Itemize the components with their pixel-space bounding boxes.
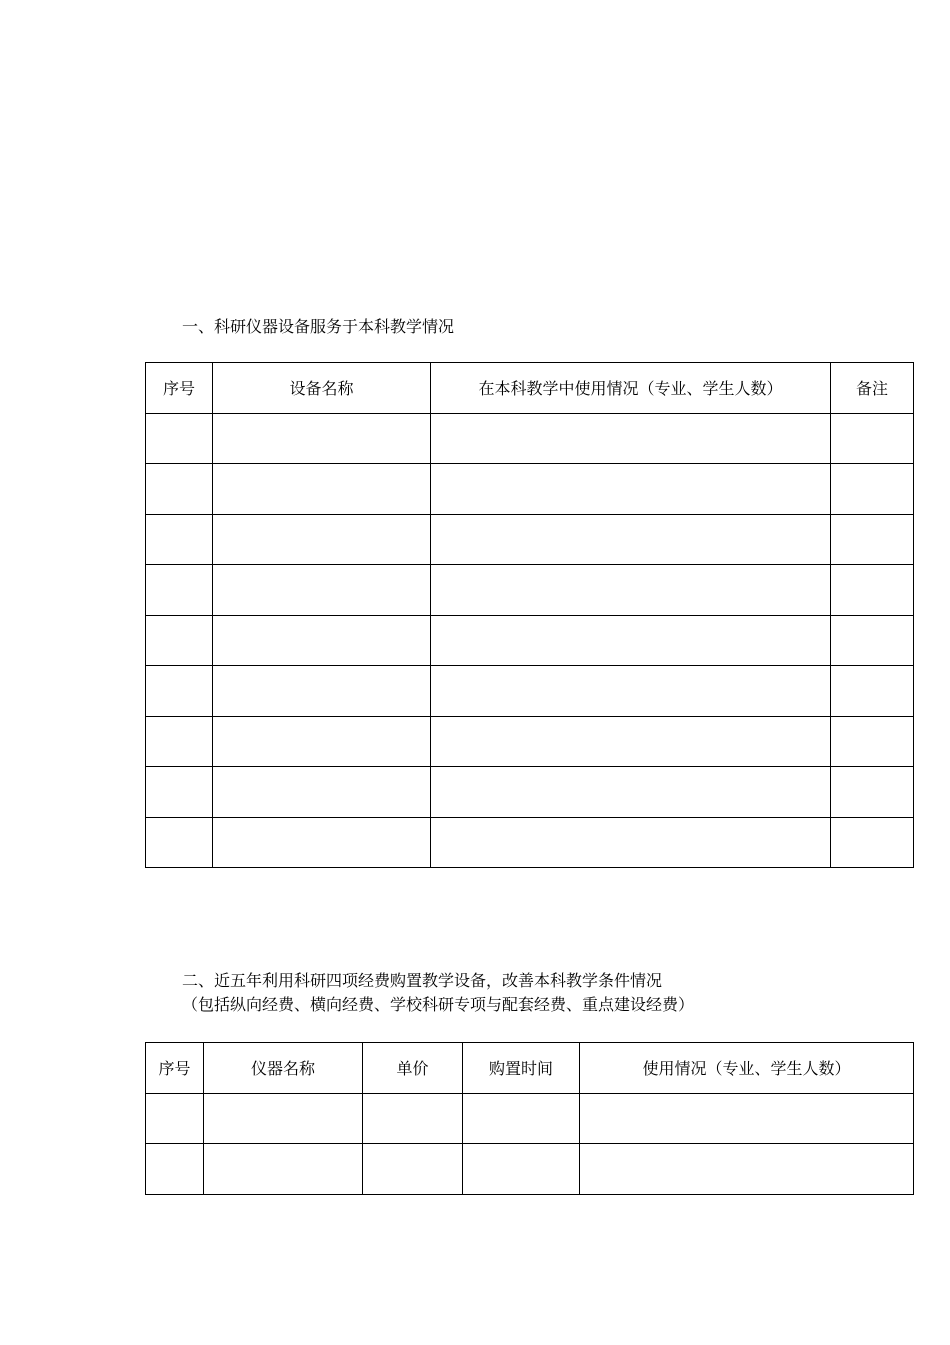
table-row <box>146 1144 914 1195</box>
table-cell[interactable] <box>431 565 831 616</box>
col-header-instrument-name: 仪器名称 <box>204 1043 363 1094</box>
table-cell[interactable] <box>213 767 431 818</box>
table-cell[interactable] <box>431 413 831 464</box>
table-row <box>146 1093 914 1144</box>
table-cell[interactable] <box>431 817 831 868</box>
table-cell[interactable] <box>146 1144 204 1195</box>
table-cell[interactable] <box>213 716 431 767</box>
table-cell[interactable] <box>831 464 914 515</box>
table-cell[interactable] <box>146 514 213 565</box>
table-row <box>146 817 914 868</box>
col-header-purchase-time: 购置时间 <box>463 1043 580 1094</box>
section2-heading-line1: 二、近五年利用科研四项经费购置教学设备，改善本科教学条件情况 <box>182 971 663 990</box>
table-row <box>146 514 914 565</box>
table-row <box>146 565 914 616</box>
table-cell[interactable] <box>580 1093 914 1144</box>
table-header-row <box>146 1043 914 1094</box>
col-header-unit-price: 单价 <box>363 1043 463 1094</box>
table-row <box>146 413 914 464</box>
table-cell[interactable] <box>213 817 431 868</box>
table-cell[interactable] <box>213 666 431 717</box>
table-cell[interactable] <box>431 666 831 717</box>
table-cell[interactable] <box>146 615 213 666</box>
table-header-row <box>146 363 914 414</box>
table-cell[interactable] <box>146 464 213 515</box>
table-cell[interactable] <box>146 666 213 717</box>
table-cell[interactable] <box>363 1144 463 1195</box>
col-header-remarks: 备注 <box>831 363 914 414</box>
col-header-equipment-name: 设备名称 <box>213 363 431 414</box>
section1-heading: 一、科研仪器设备服务于本科教学情况 <box>182 317 455 336</box>
equipment-service-table <box>145 362 914 868</box>
section2-heading-line2: （包括纵向经费、横向经费、学校科研专项与配套经费、重点建设经费） <box>182 995 695 1014</box>
table-cell[interactable] <box>146 767 213 818</box>
table-cell[interactable] <box>146 565 213 616</box>
table-cell[interactable] <box>213 565 431 616</box>
equipment-purchase-table <box>145 1042 914 1195</box>
table-cell[interactable] <box>463 1144 580 1195</box>
table-cell[interactable] <box>431 716 831 767</box>
table-cell[interactable] <box>204 1093 363 1144</box>
table-cell[interactable] <box>213 464 431 515</box>
table-cell[interactable] <box>146 1093 204 1144</box>
table-cell[interactable] <box>204 1144 363 1195</box>
table-cell[interactable] <box>431 767 831 818</box>
table-cell[interactable] <box>831 767 914 818</box>
table-row <box>146 615 914 666</box>
table-cell[interactable] <box>431 464 831 515</box>
table-row <box>146 464 914 515</box>
table-cell[interactable] <box>831 615 914 666</box>
table-cell[interactable] <box>213 413 431 464</box>
table-cell[interactable] <box>831 413 914 464</box>
table-cell[interactable] <box>213 615 431 666</box>
table-cell[interactable] <box>463 1093 580 1144</box>
table-cell[interactable] <box>831 716 914 767</box>
table-cell[interactable] <box>831 817 914 868</box>
table-cell[interactable] <box>831 565 914 616</box>
table-row <box>146 666 914 717</box>
table-cell[interactable] <box>431 615 831 666</box>
col-header-usage: 在本科教学中使用情况（专业、学生人数） <box>431 363 831 414</box>
table-row <box>146 716 914 767</box>
table-cell[interactable] <box>363 1093 463 1144</box>
col-header-index: 序号 <box>146 1043 204 1094</box>
table-cell[interactable] <box>146 413 213 464</box>
table-cell[interactable] <box>146 817 213 868</box>
table-cell[interactable] <box>580 1144 914 1195</box>
col-header-index: 序号 <box>146 363 213 414</box>
table-cell[interactable] <box>831 514 914 565</box>
table-cell[interactable] <box>213 514 431 565</box>
table-row <box>146 767 914 818</box>
col-header-usage: 使用情况（专业、学生人数） <box>580 1043 914 1094</box>
table-cell[interactable] <box>831 666 914 717</box>
table-cell[interactable] <box>146 716 213 767</box>
table-cell[interactable] <box>431 514 831 565</box>
